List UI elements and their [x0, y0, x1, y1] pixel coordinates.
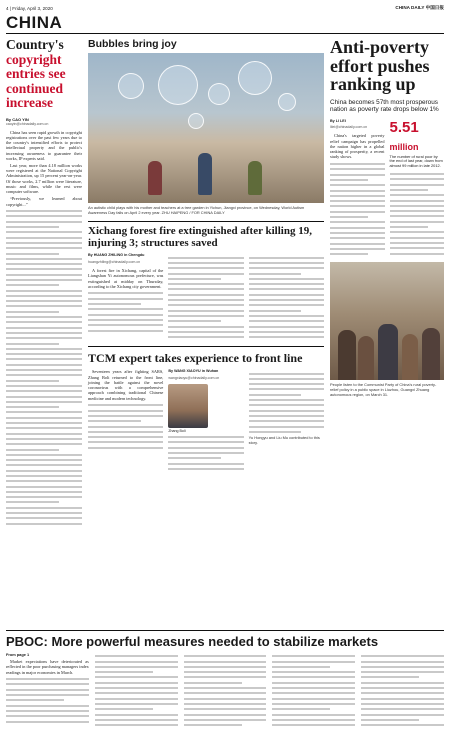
tcm-footer-credit: Yu Hongyu and Liu Mu contributed to this story.: [248, 435, 320, 445]
poverty-article: [330, 119, 444, 259]
pboc-headline[interactable]: PBOC: More powerful measures needed to stabilize markets: [6, 634, 379, 649]
pboc-article: [6, 634, 444, 729]
right-column: [330, 38, 444, 398]
photo-title: Bubbles bring joy: [88, 38, 177, 50]
pboc-lead: Market expectations have deteriorated as reflected in the poor purchasing managers index readings in major economies in March.: [6, 659, 89, 675]
copyright-byline: By CAO YIN: [6, 116, 29, 122]
poverty-lead: China's targeted poverty relief campaign has propelled the nation higher in a global ranking of prosperity, a recent study shows.: [330, 133, 385, 160]
copyright-email[interactable]: caoyin@chinadaily.com.cn: [6, 121, 49, 126]
copyright-para-2: Last year, more than 4.18 million works were registered at the National Copyright Administration, up 15 percent year-on-year. Of those works, 2.7 million were literature, music and films, while the rest were computer software.: [6, 162, 82, 195]
fire-lead: A forest fire in Xichang, capital of the Liangshan Yi autonomous prefecture, was extinguished at midday on Thursday, according to the Xichang city government.: [88, 267, 164, 289]
fire-email[interactable]: huangzhiling@chinadaily.com.cn: [88, 259, 141, 264]
copyright-headline-b: copyright entries see continued increase: [6, 51, 66, 110]
fire-byline: By HUANG ZHILING in Chengdu: [88, 253, 145, 258]
bubbles-photo[interactable]: [88, 53, 324, 203]
page-date: 4 | Friday, April 3, 2020: [6, 5, 53, 11]
fire-headline[interactable]: Xichang forest fire extinguished after killing 19, injuring 3; structures saved: [88, 225, 312, 250]
mid-rule: [88, 221, 324, 222]
top-rule: [6, 33, 444, 34]
zhang-boli-headshot: [168, 384, 208, 428]
bubbles-caption: An autistic child plays with his mother and teachers at a tree garden in Yichun, Jiangxi province, on Wednesday, World Autism Awareness Day falls on April 2 every year. ZHU HAIPENG / FOR CHINA DAILY: [88, 205, 305, 215]
tcm-headline[interactable]: TCM expert takes experience to front line: [88, 351, 303, 366]
copyright-para-1: China has seen rapid growth in copyright registrations over the past few years due to the country's intensified efforts to protect intellectual property and the public's increasing awareness to guarantee their works, IP experts said.: [6, 129, 82, 161]
stat-unit: million: [389, 141, 419, 152]
left-column: [6, 38, 82, 528]
copyright-para-3: “Previously, we learned about copyright...”: [6, 196, 82, 207]
stat-description: The number of rural poor by the end of last year, down from almost 99 million in late 2012.: [389, 153, 443, 169]
middle-column: [88, 38, 324, 473]
mid-rule-2: [88, 346, 324, 347]
stat-callout: [390, 119, 445, 155]
tcm-lead: Seventeen years after fighting SARS, Zhang Boli returned to the front line, joining the battle against the novel coronavirus with a comprehensive approach combining traditional Chinese medicine and modern technology.: [88, 369, 164, 401]
stat-value: 5.51: [389, 118, 419, 136]
fire-article: [88, 253, 324, 341]
page-header-bar: [6, 3, 444, 13]
tcm-email[interactable]: wangxiaoyu@chinadaily.com.cn: [168, 375, 220, 380]
poverty-photo-caption: People listen to the Communist Party of China's rural poverty-relief policy in a public space in Liuzhou, Guangxi Zhuang autonomous region, on March 31.: [330, 382, 437, 397]
poverty-photo[interactable]: [330, 262, 444, 380]
poverty-byline: By LI LEI: [330, 118, 346, 123]
poverty-subhead: China becomes 57th most prosperous nation as poverty rate drops below 1%: [330, 98, 439, 114]
section-title: CHINA: [6, 13, 63, 32]
copyright-continued-text: [6, 210, 82, 525]
masthead-brand: CHINA DAILY 中国日报: [395, 5, 444, 10]
copyright-body: [6, 130, 82, 207]
bottom-rule: [6, 630, 444, 631]
headshot-caption: Zhang Boli: [168, 428, 186, 433]
poverty-headline[interactable]: Anti-poverty effort pushes ranking up: [330, 37, 430, 94]
poverty-email[interactable]: lilei@chinadaily.com.cn: [330, 125, 368, 130]
copyright-headline-a: Country's: [6, 37, 64, 52]
copyright-headline[interactable]: [6, 38, 82, 111]
tcm-byline: By WANG XIAOYU in Wuhan: [168, 369, 219, 374]
tcm-article: [88, 369, 324, 473]
pboc-byline: From page 1: [6, 652, 30, 657]
